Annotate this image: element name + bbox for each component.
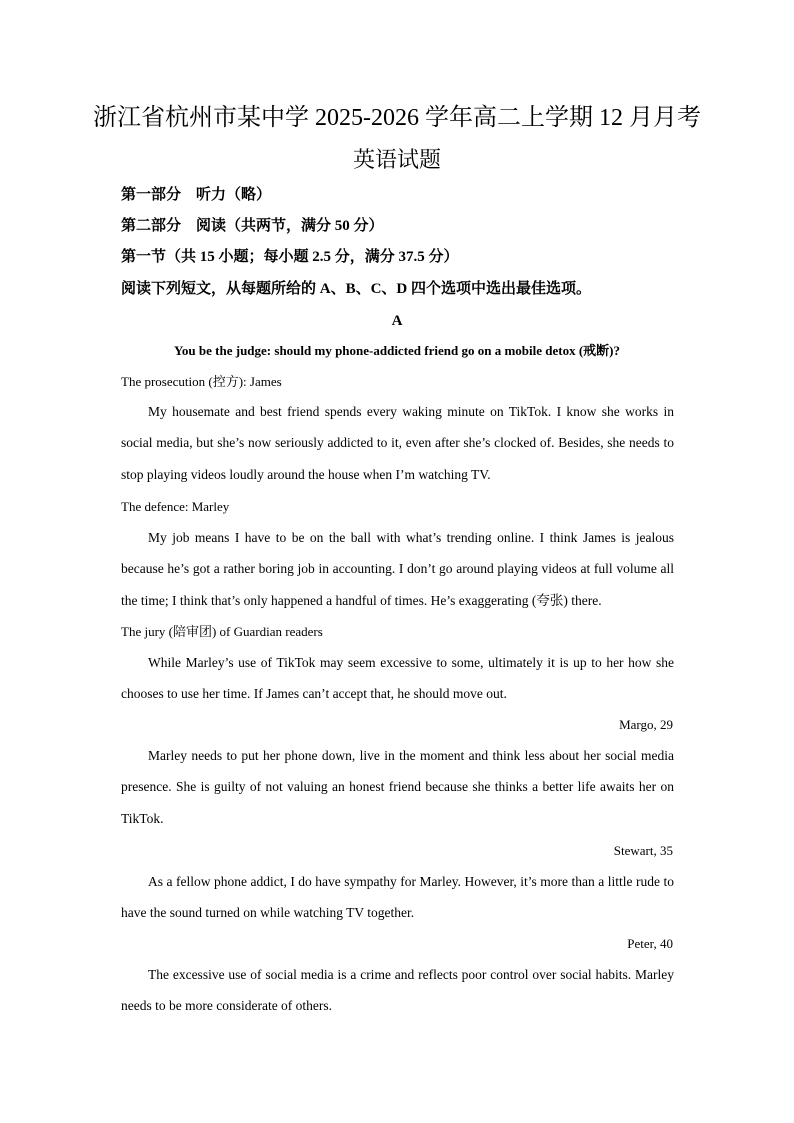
part1-heading: 第一部分 听力（略） <box>121 187 272 203</box>
comment-author: Peter, 40 <box>627 936 673 951</box>
section1-heading: 第一节（共 15 小题；每小题 2.5 分，满分 37.5 分） <box>121 249 459 265</box>
jury-comment: Marley needs to put her phone down, live in the moment and think less about her social media presence. She is guilty of not valuing an honest friend because she thinks a better life awaits her on TikTok. <box>121 748 674 826</box>
jury-comment: While Marley’s use of TikTok may seem excessive to some, ultimately it is up to her how she chooses to use her time. If James can’t accept that, he should move out. <box>121 655 674 702</box>
defence-label: The defence: Marley <box>121 499 230 514</box>
comment-author: Stewart, 35 <box>613 843 673 858</box>
prosecution-label: The prosecution (控方): James <box>121 374 282 389</box>
comment-author: Margo, 29 <box>619 717 673 732</box>
passage-letter: A <box>391 313 403 329</box>
jury-comment: The excessive use of social media is a crime and reflects poor control over social habits. Marley needs to be more considerate of others. <box>121 967 674 1014</box>
exam-title: 浙江省杭州市某中学 2025-2026 学年高二上学期 12 月月考 <box>93 105 701 131</box>
reading-instruction: 阅读下列短文，从每题所给的 A、B、C、D 四个选项中选出最佳选项。 <box>121 281 592 297</box>
passage-headline: You be the judge: should my phone-addicted friend go on a mobile detox (戒断)? <box>173 343 620 358</box>
jury-label: The jury (陪审团) of Guardian readers <box>121 624 323 639</box>
defence-paragraph: My job means I have to be on the ball with what’s trending online. I think James is jealous because he’s got a rather boring job in accounting. I don’t go around playing videos at full volume all the time; I think that’s only happened a handful of times. He’s exaggerating (夸张) there. <box>121 530 674 608</box>
exam-subject-title: 英语试题 <box>352 147 441 172</box>
part2-heading: 第二部分 阅读（共两节，满分 50 分） <box>121 218 384 234</box>
prosecution-paragraph: My housemate and best friend spends every waking minute on TikTok. I know she works in social media, but she’s now seriously addicted to it, even after she’s clocked of. Besides, she needs to stop playing videos loudly around the house when I’m watching TV. <box>121 404 674 482</box>
jury-comment: As a fellow phone addict, I do have sympathy for Marley. However, it’s more than a little rude to have the sound turned on while watching TV together. <box>121 874 674 921</box>
